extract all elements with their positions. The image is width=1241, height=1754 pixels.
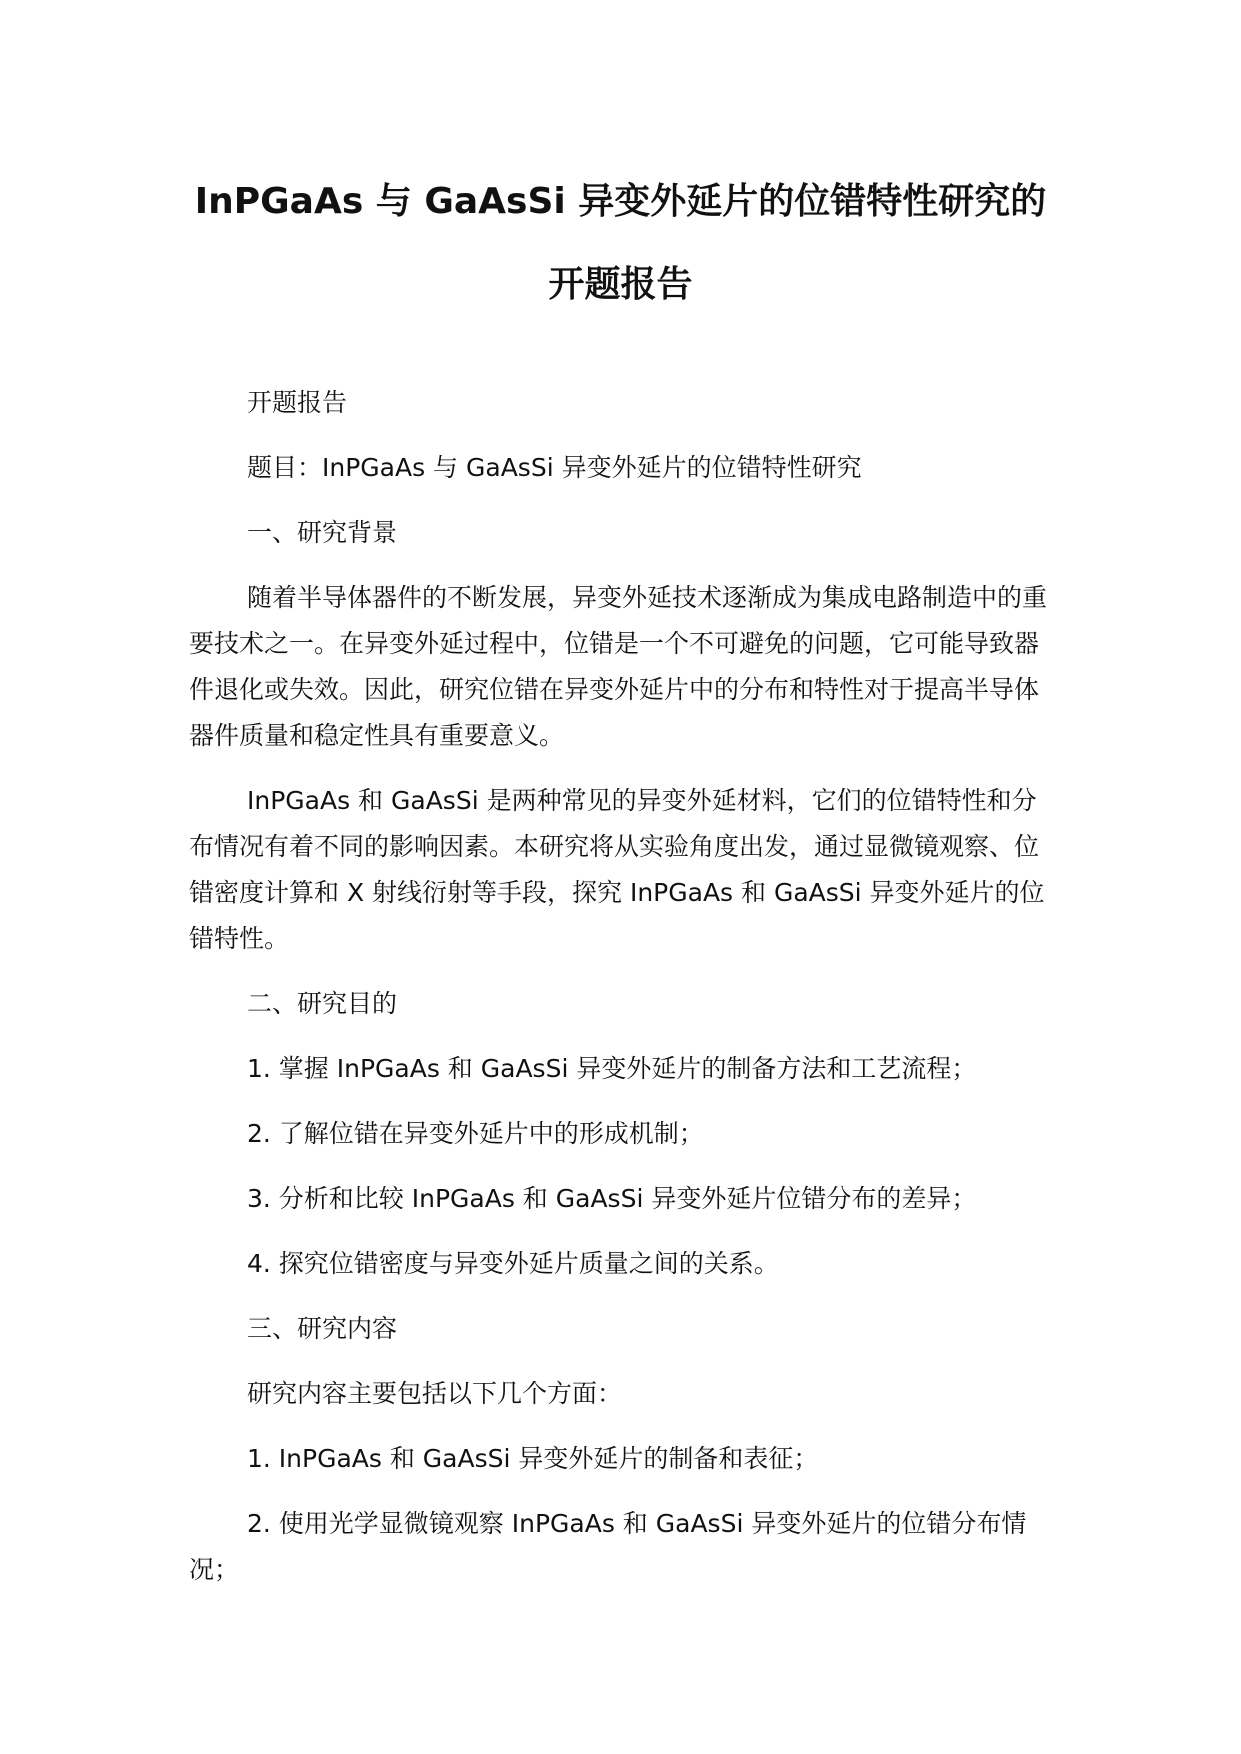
content-item: 2. 使用光学显微镜观察 InPGaAs 和 GaAsSi 异变外延片的位错分布情况； <box>189 1509 1027 1584</box>
objective-item: 3. 分析和比较 InPGaAs 和 GaAsSi 异变外延片位错分布的差异； <box>247 1184 977 1213</box>
paragraph-content-intro: 研究内容主要包括以下几个方面： <box>247 1379 623 1408</box>
document-title-line-2: 开题报告 <box>548 264 693 305</box>
paragraph-background-1: 随着半导体器件的不断发展，异变外延技术逐渐成为集成电路制造中的重要技术之一。在异变外延过程中，位错是一个不可避免的问题，它可能导致器件退化或失效。因此，研究位错在异变外延片中的分布和特性对于提高半导体器件质量和稳定性具有重要意义。 <box>189 583 1048 750</box>
section-heading-content: 三、研究内容 <box>247 1314 398 1343</box>
document-body <box>189 380 1056 1612</box>
document-title-line-1: InPGaAs 与 GaAsSi 异变外延片的位错特性研究的 <box>194 181 1047 222</box>
objective-item: 2. 了解位错在异变外延片中的形成机制； <box>247 1119 704 1148</box>
section-heading-objectives: 二、研究目的 <box>247 989 398 1018</box>
content-item: 1. InPGaAs 和 GaAsSi 异变外延片的制备和表征； <box>247 1444 819 1473</box>
objective-item: 4. 探究位错密度与异变外延片质量之间的关系。 <box>247 1249 779 1278</box>
paragraph-topic: 题目：InPGaAs 与 GaAsSi 异变外延片的位错特性研究 <box>247 453 862 482</box>
paragraph-report-label: 开题报告 <box>247 388 348 417</box>
objective-item: 1. 掌握 InPGaAs 和 GaAsSi 异变外延片的制备方法和工艺流程； <box>247 1054 977 1083</box>
paragraph-background-2: InPGaAs 和 GaAsSi 是两种常见的异变外延材料，它们的位错特性和分布情况有着不同的影响因素。本研究将从实验角度出发，通过显微镜观察、位错密度计算和 X 射线衍射等手段，探究 InPGaAs 和 GaAsSi 异变外延片的位错特性。 <box>189 786 1045 953</box>
section-heading-background: 一、研究背景 <box>247 518 398 547</box>
